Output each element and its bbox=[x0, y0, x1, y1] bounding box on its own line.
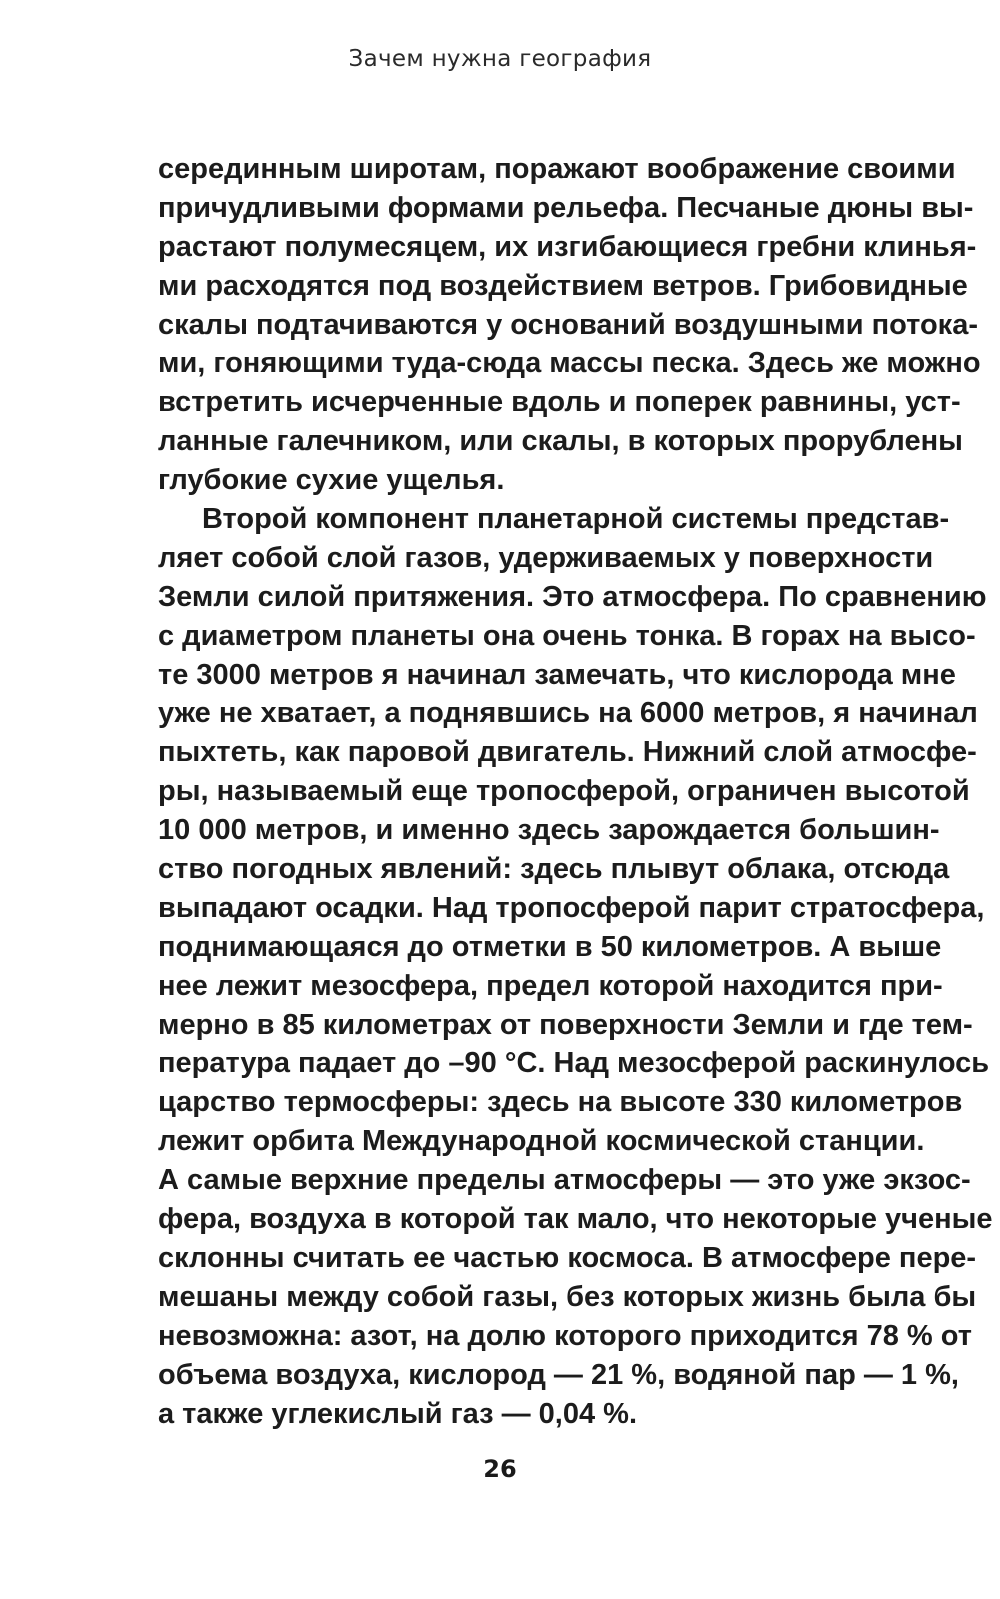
text-line: невозможна: азот, на долю которого приходится 78 % от bbox=[158, 1319, 972, 1352]
text-line: глубокие сухие ущелья. bbox=[158, 464, 505, 497]
text-line: Земли силой притяжения. Это атмосфера. По сравнению bbox=[158, 580, 987, 613]
text-line: а также углекислый газ — 0,04 %. bbox=[158, 1397, 638, 1430]
text-line: нее лежит мезосфера, предел которой находится при- bbox=[158, 969, 943, 1002]
text-line: ство погодных явлений: здесь плывут облака, отсюда bbox=[158, 853, 950, 886]
text-line: уже не хватает, а поднявшись на 6000 метров, я начинал bbox=[158, 697, 978, 730]
paragraph-2 bbox=[158, 500, 993, 1433]
text-line: скалы подтачиваются у оснований воздушными потока- bbox=[158, 308, 978, 341]
text-line: склонны считать ее частью космоса. В атмосфере пере- bbox=[158, 1241, 977, 1274]
text-line: пыхтеть, как паровой двигатель. Нижний слой атмосфе- bbox=[158, 736, 977, 769]
text-line: те 3000 метров я начинал замечать, что кислорода мне bbox=[158, 658, 956, 691]
text-line: поднимающаяся до отметки в 50 километров. А выше bbox=[158, 930, 942, 963]
text-line: серединным широтам, поражают воображение своими bbox=[158, 153, 956, 185]
text-line: Второй компонент планетарной системы представ- bbox=[202, 503, 950, 536]
text-line: с диаметром планеты она очень тонка. В горах на высо- bbox=[158, 619, 976, 652]
text-line: фера, воздуха в которой так мало, что некоторые ученые bbox=[158, 1203, 993, 1236]
text-line: ми, гоняющими туда-сюда массы песка. Здесь же можно bbox=[158, 347, 981, 380]
text-line: ланные галечником, или скалы, в которых прорублены bbox=[158, 425, 963, 458]
text-line: мешаны между собой газы, без которых жизнь была бы bbox=[158, 1280, 977, 1313]
text-line: лежит орбита Международной космической станции. bbox=[158, 1125, 925, 1158]
text-line: растают полумесяцем, их изгибающиеся гребни клинья- bbox=[158, 230, 977, 263]
text-line: мерно в 85 километрах от поверхности Земли и где тем- bbox=[158, 1008, 973, 1041]
text-line: выпадают осадки. Над тропосферой парит стратосфера, bbox=[158, 891, 985, 924]
text-line: причудливыми формами рельефа. Песчаные дюны вы- bbox=[158, 191, 974, 224]
text-line: встретить исчерченные вдоль и поперек равнины, уст- bbox=[158, 386, 961, 419]
text-line: царство термосферы: здесь на высоте 330 километров bbox=[158, 1086, 963, 1119]
text-line: объема воздуха, кислород — 21 %, водяной пар — 1 %, bbox=[158, 1358, 959, 1391]
body-text bbox=[158, 150, 993, 1433]
text-line: А самые верхние пределы атмосферы — это уже экзос- bbox=[158, 1164, 971, 1197]
text-line: пература падает до –90 °С. Над мезосферой раскинулось bbox=[158, 1047, 990, 1080]
running-header: Зачем нужна география bbox=[348, 46, 652, 72]
paragraph-1 bbox=[158, 150, 981, 500]
text-line: ры, называемый еще тропосферой, ограничен высотой bbox=[158, 775, 970, 808]
text-line: ми расходятся под воздействием ветров. Грибовидные bbox=[158, 269, 968, 302]
page-number: 26 bbox=[483, 1455, 517, 1483]
text-line: ляет собой слой газов, удерживаемых у поверхности bbox=[158, 541, 934, 574]
text-line: 10 000 метров, и именно здесь зарождается большин- bbox=[158, 814, 940, 847]
